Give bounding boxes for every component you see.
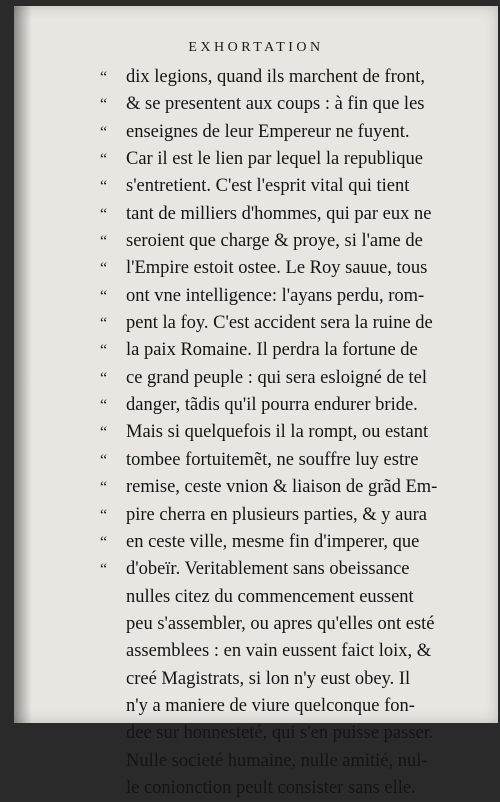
text-line <box>100 119 486 146</box>
text-line <box>100 474 486 501</box>
text-line <box>126 775 486 802</box>
text-line <box>126 748 486 775</box>
line-text: Car il est le lien par lequel la republique <box>126 149 423 170</box>
text-line <box>126 638 486 665</box>
text-line <box>100 146 486 173</box>
quotation-mark: “ <box>100 287 108 305</box>
line-text: seroient que charge & proye, si l'ame de <box>126 231 423 252</box>
line-text: la paix Romaine. Il perdra la fortune de <box>126 340 418 361</box>
text-line <box>100 201 486 228</box>
line-text: enseignes de leur Empereur ne fuyent. <box>126 121 410 142</box>
line-text: n'y a maniere de viure quelconque fon- <box>126 695 415 716</box>
quotation-mark: “ <box>100 123 108 141</box>
quotation-mark: “ <box>100 479 108 497</box>
text-line <box>100 365 486 392</box>
quotation-mark: “ <box>100 506 108 524</box>
quotation-mark: “ <box>100 424 108 442</box>
line-text: Mais si quelquefois il la rompt, ou estant <box>126 422 429 443</box>
line-text: l'Empire estoit ostee. Le Roy sauue, tous <box>126 258 428 279</box>
line-text: tombee fortuitemẽt, ne souffre luy estre <box>126 449 419 470</box>
text-line <box>100 91 486 118</box>
line-text: peu s'assembler, ou apres qu'elles ont esté <box>126 613 435 634</box>
quotation-mark: “ <box>100 315 108 333</box>
line-text: d'obeïr. Veritablement sans obeissance <box>126 559 410 580</box>
line-text: & se presentent aux coups : à fin que les <box>126 94 425 115</box>
line-text: le conionction peult consister sans elle. <box>126 777 416 798</box>
text-line <box>126 666 486 693</box>
text-line <box>100 64 486 91</box>
quotation-mark: “ <box>100 205 108 223</box>
line-text: tant de milliers d'hommes, qui par eux ne <box>126 203 432 224</box>
body-text <box>100 64 486 802</box>
quotation-mark: “ <box>100 260 108 278</box>
line-text: s'entretient. C'est l'esprit vital qui tient <box>126 176 410 197</box>
quotation-mark: “ <box>100 96 108 114</box>
line-text: danger, tãdis qu'il pourra endurer bride. <box>126 395 418 416</box>
text-line <box>100 392 486 419</box>
text-line <box>126 693 486 720</box>
line-text: en ceste ville, mesme fin d'imperer, que <box>126 531 420 552</box>
line-text: pent la foy. C'est accident sera la ruine de <box>126 313 433 334</box>
line-text: dee sur honnesteté, qui s'en puisse passer. <box>126 723 434 744</box>
text-line <box>100 255 486 282</box>
line-text: nulles citez du commencement eussent <box>126 586 414 607</box>
text-line <box>100 556 486 583</box>
quotation-mark: “ <box>100 451 108 469</box>
line-text: assemblees : en vain eussent faict loix, & <box>126 641 432 662</box>
text-line <box>126 720 486 747</box>
quotation-mark: “ <box>100 233 108 251</box>
line-text: Nulle societé humaine, nulle amitié, nul- <box>126 750 428 771</box>
line-text: dix legions, quand ils marchent de front, <box>126 67 426 87</box>
text-line <box>100 173 486 200</box>
quotation-mark: “ <box>100 151 108 169</box>
line-text: remise, ceste vnion & liaison de grãd Em- <box>126 477 438 498</box>
text-line <box>100 529 486 556</box>
line-text: ce grand peuple : qui sera esloigné de tel <box>126 367 428 388</box>
line-text: creé Magistrats, si lon n'y eust obey. Il <box>126 668 411 689</box>
quotation-mark: “ <box>100 342 108 360</box>
text-line <box>100 419 486 446</box>
book-page <box>14 6 498 798</box>
quotation-mark: “ <box>100 369 108 387</box>
text-line <box>100 447 486 474</box>
text-line <box>126 611 486 638</box>
quotation-mark: “ <box>100 178 108 196</box>
text-line <box>100 502 486 529</box>
quotation-mark: “ <box>100 533 108 551</box>
quotation-mark: “ <box>100 561 108 579</box>
text-line <box>126 584 486 611</box>
line-text: pire cherra en plusieurs parties, & y aura <box>126 504 428 525</box>
text-line <box>100 228 486 255</box>
running-header: EXHORTATION <box>188 40 324 55</box>
quotation-mark: “ <box>100 397 108 415</box>
text-line <box>100 337 486 364</box>
text-line <box>100 310 486 337</box>
page-gutter-shadow <box>14 6 32 723</box>
quotation-mark: “ <box>100 69 108 86</box>
text-line <box>100 283 486 310</box>
line-text: ont vne intelligence: l'ayans perdu, rom- <box>126 285 425 306</box>
